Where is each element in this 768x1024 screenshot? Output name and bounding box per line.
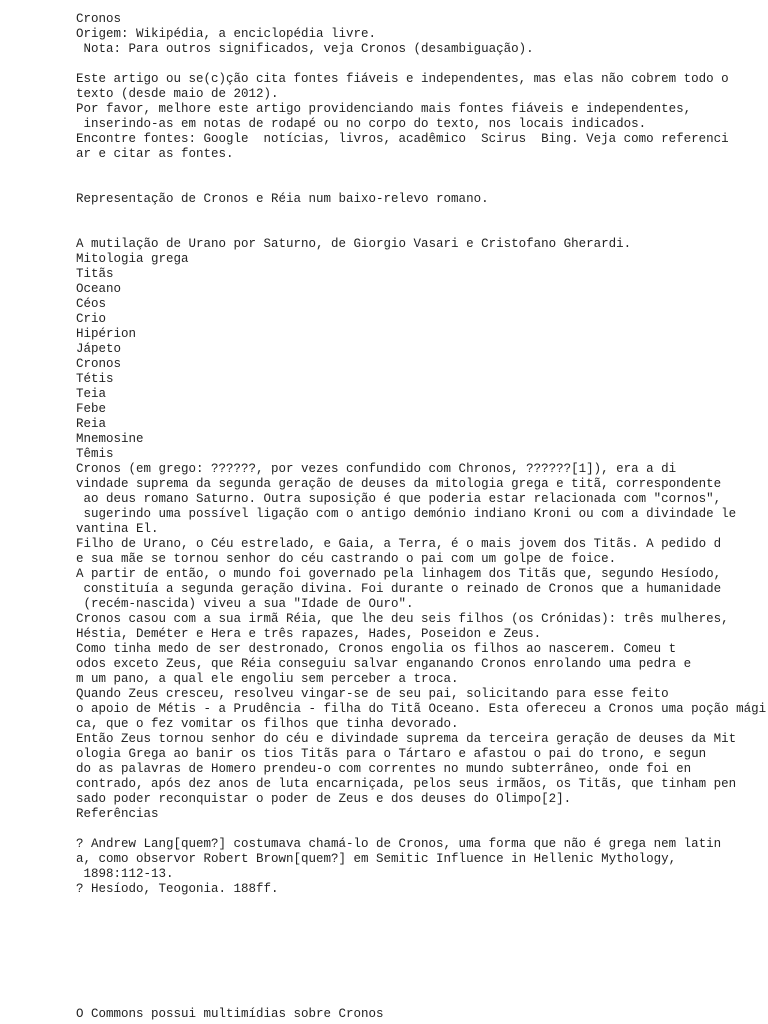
image-caption: Representação de Cronos e Réia num baixo-relevo romano. <box>76 192 489 206</box>
body-line: Cronos (em grego: ??????, por vezes confundido com Chronos, ??????[1]), era a di <box>76 462 677 476</box>
infobox-item: Teia <box>76 387 107 401</box>
body-line: sado poder reconquistar o poder de Zeus e dos deuses do Olimpo[2]. <box>76 792 572 806</box>
body-line: o apoio de Métis - a Prudência - filha do Titã Oceano. Esta ofereceu a Cronos uma poção mági <box>76 702 767 716</box>
body-line: Cronos casou com a sua irmã Réia, que lhe deu seis filhos (os Crónidas): três mulheres, <box>76 612 729 626</box>
article <box>76 12 766 897</box>
notice-line: inserindo-as em notas de rodapé ou no corpo do texto, nos locais indicados. <box>76 117 647 131</box>
body-line: ca, que o fez vomitar os filhos que tinha devorado. <box>76 717 459 731</box>
body-line: ologia Grega ao banir os tios Titãs para o Tártaro e afastou o pai do trono, e segun <box>76 747 707 761</box>
notice-line: Encontre fontes: Google notícias, livros, acadêmico Scirus Bing. Veja como referenci <box>76 132 729 146</box>
body-line: Como tinha medo de ser destronado, Cronos engolia os filhos ao nascerem. Comeu t <box>76 642 677 656</box>
notice-line: Este artigo ou se(c)ção cita fontes fiáveis e independentes, mas elas não cobrem todo o <box>76 72 729 86</box>
body-line: Héstia, Deméter e Hera e três rapazes, Hades, Poseidon e Zeus. <box>76 627 542 641</box>
body-line: ao deus romano Saturno. Outra suposição é que poderia estar relacionada com "cornos", <box>76 492 722 506</box>
reference-line: a, como observor Robert Brown[quem?] em Semitic Influence in Hellenic Mythology, <box>76 852 677 866</box>
references-section <box>76 807 766 897</box>
body-line: constituía a segunda geração divina. Foi durante o reinado de Cronos que a humanidade <box>76 582 722 596</box>
infobox <box>76 252 766 462</box>
infobox-item: Febe <box>76 402 107 416</box>
body-line: sugerindo uma possível ligação com o antigo demónio indiano Kroni ou com a divindade le <box>76 507 737 521</box>
infobox-item: Crio <box>76 312 107 326</box>
notice-line: Por favor, melhore este artigo providenciando mais fontes fiáveis e independentes, <box>76 102 692 116</box>
body-line: do as palavras de Homero prendeu-o com correntes no mundo subterrâneo, onde foi en <box>76 762 692 776</box>
infobox-subheading: Titãs <box>76 267 114 281</box>
body-line: Então Zeus tornou senhor do céu e divindade suprema da terceira geração de deuses da Mit <box>76 732 737 746</box>
body-line: vantina El. <box>76 522 159 536</box>
commons-footer: O Commons possui multimídias sobre Cronos <box>76 1007 384 1021</box>
article-title: Cronos <box>76 12 122 26</box>
infobox-item: Céos <box>76 297 107 311</box>
sources-notice <box>76 72 766 162</box>
notice-line: texto (desde maio de 2012). <box>76 87 279 101</box>
infobox-heading: Mitologia grega <box>76 252 189 266</box>
infobox-item: Oceano <box>76 282 122 296</box>
reference-line: 1898:112-13. <box>76 867 174 881</box>
body-line: A partir de então, o mundo foi governado pela linhagem dos Titãs que, segundo Hesíodo, <box>76 567 722 581</box>
article-body <box>76 462 766 807</box>
body-line: Filho de Urano, o Céu estrelado, e Gaia, a Terra, é o mais jovem dos Titãs. A pedido d <box>76 537 722 551</box>
infobox-item: Cronos <box>76 357 122 371</box>
body-line: m um pano, a qual ele engoliu sem perceber a troca. <box>76 672 459 686</box>
body-line: odos exceto Zeus, que Réia conseguiu salvar enganando Cronos enrolando uma pedra e <box>76 657 692 671</box>
origin-line: Origem: Wikipédia, a enciclopédia livre. <box>76 27 377 41</box>
infobox-item: Reia <box>76 417 107 431</box>
body-line: e sua mãe se tornou senhor do céu castrando o pai com um golpe de foice. <box>76 552 617 566</box>
infobox-item: Hipérion <box>76 327 137 341</box>
infobox-item: Tétis <box>76 372 114 386</box>
infobox-item: Jápeto <box>76 342 122 356</box>
body-line: vindade suprema da segunda geração de deuses da mitologia grega e titã, correspondente <box>76 477 722 491</box>
infobox-item: Mnemosine <box>76 432 144 446</box>
reference-line: ? Andrew Lang[quem?] costumava chamá-lo de Cronos, uma forma que não é grega nem latin <box>76 837 722 851</box>
reference-line: ? Hesíodo, Teogonia. 188ff. <box>76 882 279 896</box>
infobox-item: Têmis <box>76 447 114 461</box>
body-line: Quando Zeus cresceu, resolveu vingar-se de seu pai, solicitando para esse feito <box>76 687 669 701</box>
body-line: contrado, após dez anos de luta encarniçada, pelos seus irmãos, os Titãs, que tinham pen <box>76 777 737 791</box>
references-heading: Referências <box>76 807 159 821</box>
body-line: (recém-nascida) viveu a sua "Idade de Ouro". <box>76 597 414 611</box>
notice-line: ar e citar as fontes. <box>76 147 234 161</box>
disambiguation-note: Nota: Para outros significados, veja Cronos (desambiguação). <box>76 42 534 56</box>
image-caption: A mutilação de Urano por Saturno, de Giorgio Vasari e Cristofano Gherardi. <box>76 237 632 251</box>
